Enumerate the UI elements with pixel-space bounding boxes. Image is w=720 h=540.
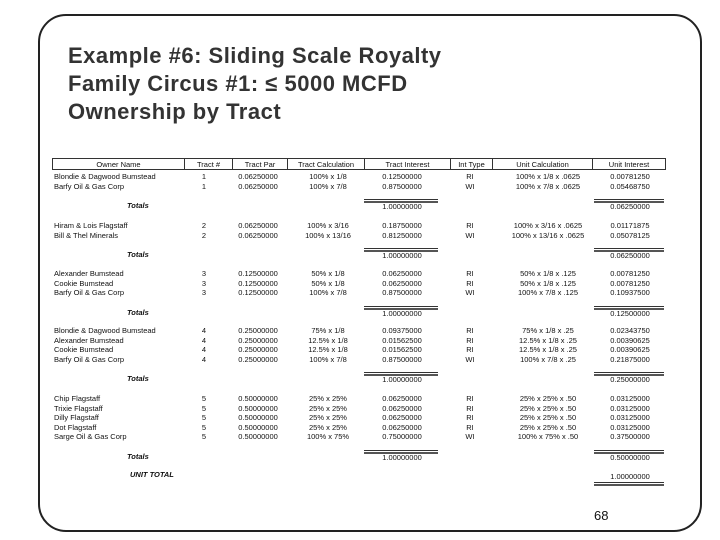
cell-unit-calculation: 50% x 1/8 x .125 <box>520 269 576 278</box>
cell-unit-interest: 0.00390625 <box>610 335 650 345</box>
cell-unit-calculation: 25% x 25% x .50 <box>519 394 577 403</box>
cell-tract-number: 4 <box>201 345 207 355</box>
cell-unit-calculation: 100% x 3/16 x .0625 <box>513 221 583 230</box>
cell-int-type: WI <box>465 432 475 442</box>
cell-tract-par: 0.12500000 <box>238 278 278 288</box>
cell-int-type: RI <box>466 394 474 403</box>
cell-tract-number: 1 <box>201 172 207 181</box>
cell-tract-number: 1 <box>201 181 207 191</box>
cell-unit-interest: 0.05078125 <box>610 230 650 240</box>
cell-owner-name: Alexander Bumstead <box>54 335 124 345</box>
cell-tract-calculation: 50% x 1/8 <box>311 269 345 278</box>
tract-interest-total: 1.00000000 <box>382 308 422 318</box>
unit-interest-total: 0.12500000 <box>610 308 650 318</box>
unit-total-label: UNIT TOTAL <box>130 470 174 479</box>
cell-unit-interest: 0.05468750 <box>610 181 650 191</box>
cell-tract-interest: 0.06250000 <box>382 394 422 403</box>
cell-tract-par: 0.50000000 <box>238 422 278 432</box>
cell-tract-number: 3 <box>201 269 207 278</box>
cell-tract-number: 2 <box>201 221 207 230</box>
cell-unit-calculation: 75% x 1/8 x .25 <box>522 326 574 335</box>
cell-owner-name: Dilly Flagstaff <box>54 413 99 423</box>
cell-owner-name: Barfy Oil & Gas Corp <box>54 288 125 298</box>
cell-int-type: RI <box>466 269 474 278</box>
unit-interest-total: 0.50000000 <box>610 453 650 462</box>
totals-label: Totals <box>127 307 149 317</box>
cell-unit-calculation: 12.5% x 1/8 x .25 <box>519 345 577 355</box>
cell-int-type: RI <box>466 422 474 432</box>
cell-tract-par: 0.50000000 <box>238 394 278 403</box>
cell-tract-number: 5 <box>201 432 207 442</box>
cell-unit-calculation: 25% x 25% x .50 <box>519 403 577 413</box>
cell-owner-name: Chip Flagstaff <box>54 394 101 403</box>
cell-tract-par: 0.06250000 <box>238 172 278 181</box>
cell-unit-interest: 0.03125000 <box>610 403 650 413</box>
unit-total-rule <box>594 482 664 486</box>
cell-tract-number: 3 <box>201 278 207 288</box>
cell-owner-name: Barfy Oil & Gas Corp <box>54 181 125 191</box>
header-unit-calculation: Unit Calculation <box>492 158 592 170</box>
totals-label: Totals <box>127 374 149 384</box>
cell-unit-calculation: 100% x 7/8 x .125 <box>517 288 579 298</box>
header-tract-interest: Tract Interest <box>364 158 450 170</box>
totals-label: Totals <box>127 201 149 211</box>
cell-tract-par: 0.50000000 <box>238 432 278 442</box>
cell-owner-name: Sarge Oil & Gas Corp <box>54 432 127 442</box>
header-tract-number: Tract # <box>184 158 232 170</box>
cell-tract-par: 0.06250000 <box>238 181 278 191</box>
cell-tract-interest: 0.87500000 <box>382 288 422 298</box>
title-line-2: Family Circus #1: ≤ 5000 MCFD <box>68 71 408 96</box>
cell-int-type: WI <box>465 181 475 191</box>
cell-tract-number: 5 <box>201 394 207 403</box>
header-tract-par: Tract Par <box>232 158 287 170</box>
cell-tract-calculation: 25% x 25% <box>309 403 347 413</box>
cell-tract-number: 2 <box>201 230 207 240</box>
cell-unit-interest: 0.01171875 <box>610 221 650 230</box>
cell-tract-calculation: 75% x 1/8 <box>311 326 345 335</box>
cell-tract-interest: 0.06250000 <box>382 269 422 278</box>
cell-tract-par: 0.12500000 <box>238 269 278 278</box>
ownership-table <box>52 156 666 486</box>
cell-int-type: RI <box>466 172 474 181</box>
page-number: 68 <box>594 508 609 523</box>
cell-unit-interest: 0.10937500 <box>610 288 650 298</box>
cell-unit-interest: 0.37500000 <box>610 432 650 442</box>
cell-int-type: RI <box>466 345 474 355</box>
cell-tract-par: 0.06250000 <box>238 221 278 230</box>
cell-tract-number: 4 <box>201 354 207 364</box>
cell-tract-par: 0.25000000 <box>238 354 278 364</box>
cell-tract-par: 0.50000000 <box>238 403 278 413</box>
cell-unit-interest: 0.00781250 <box>610 269 650 278</box>
cell-tract-interest: 0.87500000 <box>382 181 422 191</box>
cell-tract-calculation: 100% x 7/8 <box>309 288 347 298</box>
cell-unit-calculation: 25% x 25% x .50 <box>519 422 577 432</box>
cell-unit-calculation: 25% x 25% x .50 <box>519 413 577 423</box>
cell-owner-name: Bill & Thel Minerals <box>54 230 119 240</box>
cell-int-type: WI <box>465 230 475 240</box>
cell-unit-calculation: 100% x 13/16 x .0625 <box>511 230 585 240</box>
cell-tract-interest: 0.12500000 <box>382 172 422 181</box>
cell-tract-calculation: 50% x 1/8 <box>311 278 345 288</box>
cell-tract-calculation: 100% x 13/16 <box>305 230 351 240</box>
cell-owner-name: Hiram & Lois Flagstaff <box>54 221 128 230</box>
totals-label: Totals <box>127 452 149 461</box>
cell-tract-number: 5 <box>201 403 207 413</box>
cell-tract-interest: 0.18750000 <box>382 221 422 230</box>
cell-tract-calculation: 12.5% x 1/8 <box>308 345 348 355</box>
cell-unit-interest: 0.03125000 <box>610 394 650 403</box>
cell-tract-calculation: 25% x 25% <box>309 394 347 403</box>
title-line-3: Ownership by Tract <box>68 99 282 124</box>
cell-unit-interest: 0.03125000 <box>610 413 650 423</box>
cell-tract-interest: 0.06250000 <box>382 422 422 432</box>
cell-tract-calculation: 100% x 1/8 <box>309 172 347 181</box>
cell-owner-name: Dot Flagstaff <box>54 422 97 432</box>
cell-tract-par: 0.25000000 <box>238 335 278 345</box>
cell-tract-interest: 0.01562500 <box>382 345 422 355</box>
cell-tract-calculation: 12.5% x 1/8 <box>308 335 348 345</box>
cell-unit-calculation: 100% x 7/8 x .0625 <box>515 181 581 191</box>
cell-tract-number: 5 <box>201 422 207 432</box>
cell-unit-interest: 0.00390625 <box>610 345 650 355</box>
title-line-1: Example #6: Sliding Scale Royalty <box>68 43 442 68</box>
cell-unit-interest: 0.02343750 <box>610 326 650 335</box>
cell-tract-par: 0.12500000 <box>238 288 278 298</box>
cell-tract-par: 0.06250000 <box>238 230 278 240</box>
cell-owner-name: Cookie Bumstead <box>54 278 114 288</box>
cell-int-type: RI <box>466 278 474 288</box>
cell-owner-name: Barfy Oil & Gas Corp <box>54 354 125 364</box>
cell-tract-calculation: 100% x 75% <box>306 432 350 442</box>
cell-tract-calculation: 100% x 7/8 <box>309 181 347 191</box>
cell-unit-calculation: 100% x 75% x .50 <box>517 432 579 442</box>
unit-interest-total: 0.06250000 <box>610 251 650 261</box>
slide-title <box>68 42 442 126</box>
cell-int-type: WI <box>465 354 475 364</box>
header-unit-interest: Unit Interest <box>592 158 666 170</box>
cell-unit-calculation: 100% x 1/8 x .0625 <box>515 172 581 181</box>
cell-int-type: WI <box>465 288 475 298</box>
header-tract-calculation: Tract Calculation <box>287 158 364 170</box>
cell-owner-name: Blondie & Dagwood Bumstead <box>54 326 156 335</box>
cell-int-type: RI <box>466 221 474 230</box>
header-owner-name: Owner Name <box>52 158 184 170</box>
cell-tract-par: 0.25000000 <box>238 326 278 335</box>
cell-tract-interest: 0.87500000 <box>382 354 422 364</box>
cell-unit-calculation: 50% x 1/8 x .125 <box>520 278 576 288</box>
cell-int-type: RI <box>466 403 474 413</box>
cell-tract-interest: 0.81250000 <box>382 230 422 240</box>
cell-tract-number: 3 <box>201 288 207 298</box>
unit-total-value: 1.00000000 <box>610 472 650 481</box>
cell-tract-number: 5 <box>201 413 207 423</box>
cell-tract-interest: 0.06250000 <box>382 403 422 413</box>
cell-unit-interest: 0.00781250 <box>610 172 650 181</box>
cell-unit-calculation: 100% x 7/8 x .25 <box>520 354 576 364</box>
cell-unit-interest: 0.00781250 <box>610 278 650 288</box>
cell-tract-par: 0.25000000 <box>238 345 278 355</box>
cell-owner-name: Blondie & Dagwood Bumstead <box>54 172 156 181</box>
unit-interest-total: 0.25000000 <box>610 375 650 385</box>
tract-interest-total: 1.00000000 <box>382 453 422 462</box>
cell-owner-name: Cookie Bumstead <box>54 345 114 355</box>
totals-label: Totals <box>127 250 149 260</box>
cell-unit-calculation: 12.5% x 1/8 x .25 <box>519 335 577 345</box>
cell-tract-par: 0.50000000 <box>238 413 278 423</box>
cell-int-type: RI <box>466 413 474 423</box>
cell-tract-interest: 0.06250000 <box>382 413 422 423</box>
cell-tract-interest: 0.01562500 <box>382 335 422 345</box>
cell-tract-interest: 0.06250000 <box>382 278 422 288</box>
cell-owner-name: Trixie Flagstaff <box>54 403 103 413</box>
cell-unit-interest: 0.21875000 <box>610 354 650 364</box>
header-int-type: Int Type <box>450 158 492 170</box>
cell-tract-number: 4 <box>201 335 207 345</box>
unit-interest-total: 0.06250000 <box>610 202 650 212</box>
cell-tract-number: 4 <box>201 326 207 335</box>
cell-tract-calculation: 100% x 3/16 <box>307 221 349 230</box>
cell-tract-calculation: 25% x 25% <box>309 422 347 432</box>
cell-tract-calculation: 100% x 7/8 <box>309 354 347 364</box>
cell-owner-name: Alexander Bumstead <box>54 269 124 278</box>
cell-tract-calculation: 25% x 25% <box>309 413 347 423</box>
cell-int-type: RI <box>466 335 474 345</box>
cell-tract-interest: 0.09375000 <box>382 326 422 335</box>
tract-interest-total: 1.00000000 <box>382 202 422 212</box>
tract-interest-total: 1.00000000 <box>382 251 422 261</box>
cell-unit-interest: 0.03125000 <box>610 422 650 432</box>
cell-int-type: RI <box>466 326 474 335</box>
tract-interest-total: 1.00000000 <box>382 375 422 385</box>
cell-tract-interest: 0.75000000 <box>382 432 422 442</box>
